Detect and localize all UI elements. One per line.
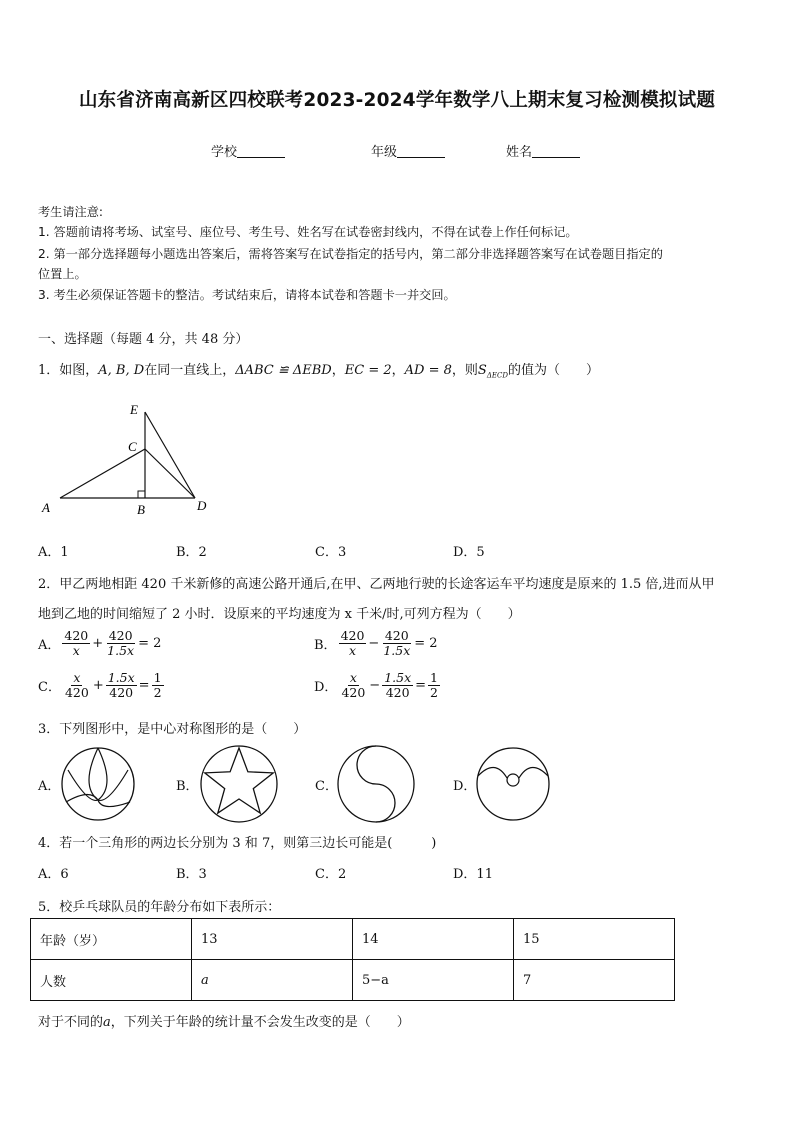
- question-1-stem: 1．如图，A, B, D在同一直线上，ΔABC ≌ ΔEBD，EC = 2，AD = 8，则$S_{\Delta ECD}$的值为（ ）: [38, 363, 599, 380]
- q1-option-a[interactable]: A．1: [38, 545, 69, 560]
- q3-option-b-label[interactable]: B．: [176, 779, 199, 794]
- q4-option-d[interactable]: D．11: [453, 867, 493, 882]
- school-label: 学校: [211, 145, 238, 160]
- question-1-figure: [40, 400, 220, 520]
- q1-option-c[interactable]: C．3: [315, 545, 347, 560]
- table-cell: 15: [514, 919, 675, 960]
- table-cell: a: [192, 960, 353, 1001]
- q3-option-b-figure[interactable]: [199, 744, 279, 824]
- q1-option-d[interactable]: D．5: [453, 545, 485, 560]
- table-cell: 人数: [31, 960, 192, 1001]
- school-blank[interactable]: [237, 145, 285, 158]
- name-field[interactable]: [506, 141, 580, 160]
- q3-option-d-figure[interactable]: [475, 744, 551, 824]
- q3-option-a-figure[interactable]: [60, 746, 136, 822]
- question-4-stem: 4．若一个三角形的两边长分别为 3 和 7，则第三边长可能是( ): [38, 836, 437, 851]
- label-C: C: [128, 439, 137, 454]
- line-ED: [145, 412, 195, 498]
- q3-option-d-label[interactable]: D．: [453, 779, 477, 794]
- grade-field[interactable]: [371, 141, 445, 160]
- notice-item: 2. 第一部分选择题每小题选出答案后，需将答案写在试卷指定的括号内，第二部分非选择题答案写在试卷题目指定的: [38, 247, 663, 261]
- question-2-stem: 2．甲乙两地相距 420 千米新修的高速公路开通后,在甲、乙两地行驶的长途客运车平均速度是原来的 1.5 倍,进而从甲: [38, 577, 715, 592]
- question-3-stem: 3．下列图形中，是中心对称图形的是（ ）: [38, 722, 307, 737]
- table-cell: 13: [192, 919, 353, 960]
- grade-blank[interactable]: [397, 145, 445, 158]
- label-E: E: [130, 402, 138, 417]
- name-label: 姓名: [506, 145, 533, 160]
- grade-label: 年级: [371, 145, 398, 160]
- q2-option-c[interactable]: C． $\frac{x}{420}$ + $\frac{1.5x}{420}$ = $\frac{1}{2}$: [38, 670, 162, 700]
- q4-option-b[interactable]: B．3: [176, 867, 207, 882]
- q2-option-b[interactable]: B． $\frac{420}{x}$ − $\frac{420}{1.5x}$ = 2: [314, 628, 438, 658]
- line-CD: [145, 449, 195, 498]
- q4-option-a[interactable]: A．6: [38, 867, 69, 882]
- q3-option-a-label[interactable]: A．: [38, 779, 61, 794]
- table-row: [31, 919, 675, 960]
- name-blank[interactable]: [532, 145, 580, 158]
- q2-option-d[interactable]: D． $\frac{x}{420}$ − $\frac{1.5x}{420}$ = $\frac{1}{2}$: [314, 670, 438, 700]
- label-B: B: [137, 502, 145, 517]
- notice-item: 位置上。: [38, 267, 87, 281]
- label-A: A: [42, 500, 50, 515]
- table-cell: 5−a: [353, 960, 514, 1001]
- page-title: 山东省济南高新区四校联考2023-2024学年数学八上期末复习检测模拟试题: [78, 90, 716, 111]
- line-AC: [60, 449, 145, 498]
- table-cell: 7: [514, 960, 675, 1001]
- section-heading: 一、选择题（每题 4 分，共 48 分）: [38, 332, 249, 347]
- table-cell: 14: [353, 919, 514, 960]
- q4-option-c[interactable]: C．2: [315, 867, 347, 882]
- q1-option-b[interactable]: B．2: [176, 545, 207, 560]
- school-field[interactable]: [211, 141, 285, 160]
- q2-option-a[interactable]: A． $\frac{420}{x}$ + $\frac{420}{1.5x}$ = 2: [38, 628, 162, 658]
- table-row: [31, 960, 675, 1001]
- question-5-stem: 5．校乒乓球队员的年龄分布如下表所示：: [38, 900, 281, 915]
- q3-option-c-figure[interactable]: [336, 744, 416, 824]
- notice-heading: 考生请注意:: [38, 205, 104, 219]
- question-2-stem-cont: 地到乙地的时间缩短了 2 小时．设原来的平均速度为 x 千米/时,可列方程为（ ）: [38, 607, 521, 622]
- age-distribution-table: [30, 918, 675, 1001]
- question-5-followup: 对于不同的a，下列关于年龄的统计量不会发生改变的是（ ）: [38, 1015, 410, 1030]
- notice-item: 1. 答题前请将考场、试室号、座位号、考生号、姓名写在试卷密封线内，不得在试卷上作任何标记。: [38, 225, 578, 239]
- notice-item: 3. 考生必须保证答题卡的整洁。考试结束后，请将本试卷和答题卡一并交回。: [38, 288, 456, 302]
- q3-option-c-label[interactable]: C．: [315, 779, 338, 794]
- table-cell: 年龄（岁）: [31, 919, 192, 960]
- right-angle-mark: [138, 491, 145, 498]
- label-D: D: [197, 498, 207, 513]
